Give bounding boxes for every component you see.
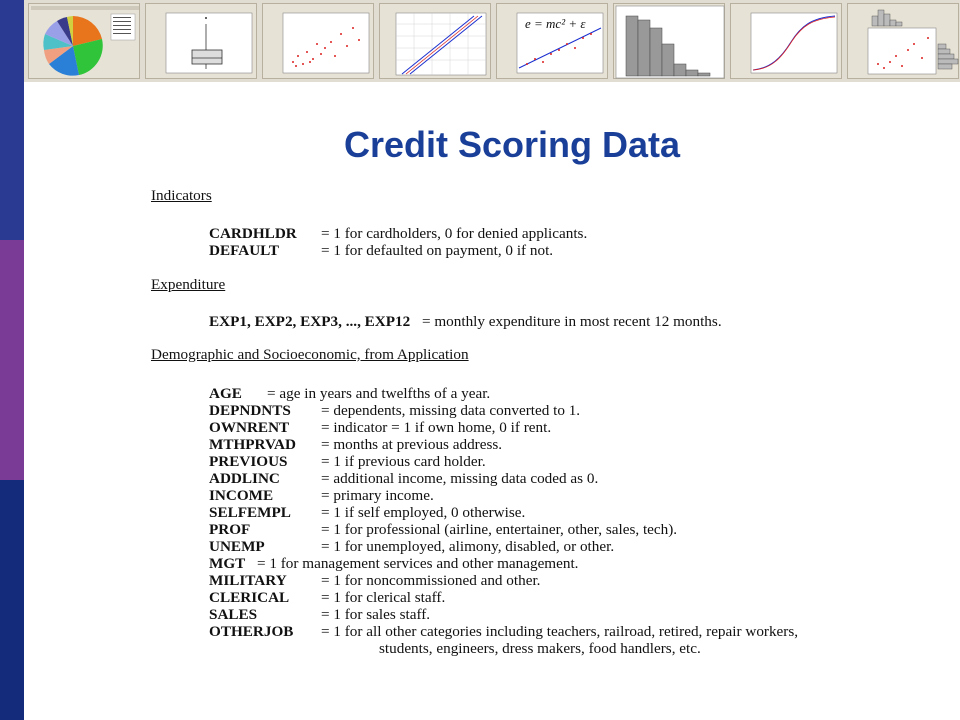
variable-definition: = 1 for defaulted on payment, 0 if not. bbox=[321, 242, 554, 259]
row-prof bbox=[209, 521, 678, 539]
variable-definition: = 1 for professional (airline, entertainer, other, sales, tech). bbox=[321, 521, 678, 538]
section-heading-expenditure: Expenditure bbox=[151, 276, 226, 293]
variable-name: PREVIOUS bbox=[209, 453, 288, 470]
scatterplot-thumbnail bbox=[262, 3, 374, 79]
variable-definition: = 1 for cardholders, 0 for denied applicants. bbox=[321, 225, 588, 242]
row-mgt bbox=[209, 555, 579, 573]
cdf-plot-thumbnail bbox=[730, 3, 842, 79]
row-clerical bbox=[209, 589, 446, 607]
variable-definition: = age in years and twelfths of a year. bbox=[267, 385, 491, 402]
variable-definition: = monthly expenditure in most recent 12 months. bbox=[422, 313, 722, 330]
variable-definition: = primary income. bbox=[321, 487, 434, 504]
row-depndnts bbox=[209, 402, 581, 420]
variable-definition: = 1 for management services and other management. bbox=[257, 555, 579, 572]
variable-name: AGE bbox=[209, 385, 242, 402]
row-previous bbox=[209, 453, 486, 471]
variable-definition: = indicator = 1 if own home, 0 if rent. bbox=[321, 419, 552, 436]
variable-name: DEFAULT bbox=[209, 242, 280, 259]
row-default bbox=[209, 242, 554, 260]
variable-definition: = 1 for clerical staff. bbox=[321, 589, 446, 606]
row-cardhldr bbox=[209, 225, 588, 243]
left-accent-bar bbox=[0, 0, 24, 720]
variable-name: CLERICAL bbox=[209, 589, 290, 606]
row-age bbox=[209, 385, 491, 403]
variable-name: OTHERJOB bbox=[209, 623, 294, 640]
variable-name: MGT bbox=[209, 555, 246, 572]
row-otherjob-continuation: students, engineers, dress makers, food handlers, etc. bbox=[379, 640, 701, 657]
variable-definition: = dependents, missing data converted to 1. bbox=[321, 402, 581, 419]
variable-definition: = 1 for sales staff. bbox=[321, 606, 431, 623]
marginal-plot-thumbnail bbox=[847, 3, 959, 79]
row-military bbox=[209, 572, 541, 590]
variable-definition: = months at previous address. bbox=[321, 436, 503, 453]
variable-definition: = 1 if previous card holder. bbox=[321, 453, 486, 470]
variable-name: MTHPRVAD bbox=[209, 436, 296, 453]
fitted-line-thumbnail bbox=[496, 3, 608, 79]
row-selfempl bbox=[209, 504, 526, 522]
variable-name: MILITARY bbox=[209, 572, 287, 589]
row-sales bbox=[209, 606, 431, 624]
variable-name: EXP1, EXP2, EXP3, ..., EXP12 bbox=[209, 313, 411, 330]
variable-name: CARDHLDR bbox=[209, 225, 297, 242]
variable-name: ADDLINC bbox=[209, 470, 280, 487]
left-bar-bottom bbox=[0, 480, 24, 720]
histogram-thumbnail bbox=[613, 3, 725, 79]
variable-definition: = additional income, missing data coded as 0. bbox=[321, 470, 599, 487]
variable-definition: = 1 for noncommissioned and other. bbox=[321, 572, 541, 589]
variable-name: OWNRENT bbox=[209, 419, 290, 436]
variable-name: SELFEMPL bbox=[209, 504, 291, 521]
variable-definition: = 1 if self employed, 0 otherwise. bbox=[321, 504, 526, 521]
variable-definition: = 1 for unemployed, alimony, disabled, or other. bbox=[321, 538, 615, 555]
row-otherjob bbox=[209, 623, 799, 641]
slide-title: Credit Scoring Data bbox=[343, 124, 681, 165]
section-heading-indicators: Indicators bbox=[151, 187, 212, 204]
row-ownrent bbox=[209, 419, 552, 437]
row-income bbox=[209, 487, 434, 505]
boxplot-thumbnail bbox=[145, 3, 257, 79]
variable-name: UNEMP bbox=[209, 538, 265, 555]
variable-name: DEPNDNTS bbox=[209, 402, 291, 419]
equation-overlay: e = mc² + ε bbox=[525, 16, 586, 31]
variable-name: SALES bbox=[209, 606, 258, 623]
left-bar-top bbox=[0, 0, 24, 240]
variable-definition: = 1 for all other categories including teachers, railroad, retired, repair workers, bbox=[321, 623, 799, 640]
probability-plot-thumbnail bbox=[379, 3, 491, 79]
row-addlinc bbox=[209, 470, 599, 488]
variable-name: INCOME bbox=[209, 487, 274, 504]
row-exp bbox=[209, 313, 722, 331]
left-bar-middle bbox=[0, 240, 24, 480]
variable-name: PROF bbox=[209, 521, 251, 538]
chart-thumbnail-banner bbox=[24, 0, 960, 82]
row-mthprvad bbox=[209, 436, 503, 454]
section-heading-demographic: Demographic and Socioeconomic, from Application bbox=[151, 346, 469, 363]
row-unemp bbox=[209, 538, 615, 556]
pie-chart-thumbnail bbox=[28, 3, 140, 79]
